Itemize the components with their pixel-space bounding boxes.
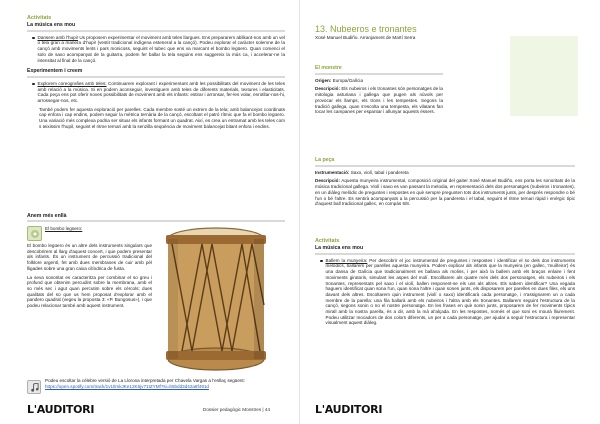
activity-title: Activitats — [27, 15, 52, 21]
bullet-body — [326, 258, 576, 326]
instrumentation-value: Saxo, violí, tabal i pandereta — [349, 169, 409, 175]
listen-text: Podeu escoltar la cèlebre versió de La Llorona interpretada per Chavela Vargas a l'enllaç següent: — [45, 378, 245, 383]
drum-heading: El bombo legüero: — [45, 226, 83, 231]
section-heading-anem: Anem més enllà — [27, 213, 67, 219]
divider — [315, 73, 443, 75]
monster-block — [315, 66, 443, 118]
activity-subheading: La música ens mou — [315, 245, 364, 251]
drum-text-block — [27, 226, 152, 312]
music-note-icon — [27, 380, 41, 394]
activity-icon — [27, 226, 42, 241]
description-label: Descripció: — [315, 86, 341, 92]
monster-description — [315, 86, 443, 115]
drum-paragraph-1: El bombo legüero és un altre dels instruments singulars que descobrirem al llarg d'aquest concert, i que podem presentar als infants. És un instrument de percussió tradicional del folklore argentí, fet amb dues membranes de cuir amb pèl lligades sobre una gran caixa cilíndrica de fusta. — [27, 243, 152, 271]
activity-title: Activitats — [315, 238, 340, 244]
piece-credit: Xosé Manuel Budiño. Arranjament de Martí Serra — [315, 35, 416, 40]
auditori-logo: L'AUDITORI — [27, 403, 95, 416]
piece-desc-text: Aquesta munyeira instrumental, composició original del gaiter Xosé Manuel Budiño, ens porta les sonoritats de la música tradicional gallega. Violí i saxo es van passant la melodia, en representació dels dos personatges (nubeiros i tronantes), en un diàleg melòdic de preguntes i respostes en què sempre pregunten tots dos instruments junts, per després respondre o bé l'un o bé l'altre. Es sentirà acompanyats a la percussió per la pandereta i el tabal, seguint el ritme ternari ràpid i enèrgic típic d'aquest ball tradicional gallec, en compàs 6/8. — [315, 178, 575, 207]
footer — [0, 403, 300, 417]
bullet-dot — [32, 37, 35, 40]
activity-subheading: La música ens mou — [27, 22, 76, 28]
origin-value: Europa/Galícia — [331, 77, 364, 83]
bullet-body — [38, 81, 286, 104]
drum-paragraph-2: La seva sonoritat es caracteritza per combinar el so greu i profund que obtenim percudint sobre la membrana, amb el so més sec i agut quan percutim sobre els cèrcols; dues qualitats del so que us hem proposat d'explorar amb el pandero quadrat (vegeu la proposta 3: «P. Bungosus»), i que podeu relacionar també amb aquest instrument. — [27, 274, 152, 309]
divider — [315, 253, 575, 255]
bullet-text: Per descobrir el joc instrumental de preguntes i respostes i identificar el so dels dos instruments melòdics, ballarem per parelles aquesta munyeira. Podem explicar als infants que la munyeira (en gallec, 'muiñeira') és una dansa de Galícia que tradicionalment es ballava als molins, i per això la ballem amb els braços enlaire i fent moviments giratoris, simulant les aspes del molí. Escolllarem als quatre més dels dos personatges, els nubeiros i els tronantes, representats pel saxo i el violí, ballen responent-se els uns als altres. Els sabem identificar? Una vegada haguem identificat quan sona l'un, quan sona l'altre i quan sonen junts, els disposarem per parelles en dues files, els uns davant dels altres. Escoltarem quin instrument (violí o saxo) identificarà cada personatge, i n'assignarem un a cada membre de la parella: una fila ballarà amb els nubeiros i l'altra amb els tronantes. Ballarem seguint l'estructura de la cançó, segons sonin o no el nostre personatge. En les frases en què sonin junts, proposarem de fer moviments típics mirall amb la nostra parella, és a dir, amb la mà al'alçada. En les respostes, només el que soni es mourà lliurement. Podeu utilitzar mocadors de dos colors diferents, un per a cada personatge, per ajudar a seguir l'estructura i representar visualment aquest diàleg. — [325, 257, 576, 326]
description-text: Els nubeiros i els tronantes són personatges de la mitologia asturiana i gallega que pugen als núvols per provocar els llamps, els trons i les tempestes. Segons la tradició gallega, quan s'escolta una tempesta, els vilatans fan tocar les campanes per espantar i allunyar aquests éssers. — [315, 86, 443, 115]
activities-block — [315, 238, 575, 326]
divider — [27, 220, 285, 222]
divider — [27, 30, 285, 32]
bullet-body — [38, 35, 286, 64]
piece-desc-label: Descripció: — [315, 178, 341, 184]
piece-block — [315, 158, 575, 210]
left-column — [27, 15, 285, 133]
bullet-term: Explorem coreografies amb teles: — [37, 80, 107, 86]
piece-label: La peça — [315, 157, 335, 163]
divider — [315, 165, 575, 167]
bullet-explorem — [32, 81, 285, 104]
instrumentation-row — [315, 170, 575, 176]
bombo-leguero-image — [160, 225, 272, 373]
instrumentation-label: Instrumentació: — [315, 169, 350, 175]
paragraph-parelles: També podem fer aquesta exploració per parelles. Cada membre sosté un extrem de la tela; amb balancejos coordinats cap enfora i cap endins, podem seguir la mètrica ternària de la cançó, escoltant el patró rítmic que fa el bombo legüero. Una variació més complexa podria ser situar els infants formant un quadrat. Així, es crea un entramat amb les teles com s teixissim l'hupil, seguint el ritme ternari amb la senzilla seqüència de moviment balancejat bitant enfora i endins. — [39, 106, 285, 129]
bullet-dot — [320, 260, 323, 263]
right-page — [300, 0, 600, 424]
piece-description — [315, 178, 575, 207]
bullet-term: Dansem amb l'hupi! — [37, 34, 79, 40]
footer — [300, 403, 600, 417]
piece-title: 13. Nubeeros e tronantes — [315, 24, 417, 34]
bullet-term: Ballem la munyeira: — [325, 257, 368, 263]
illustration-placeholder — [510, 36, 578, 116]
listen-text-block — [45, 378, 285, 389]
drum-intro — [45, 226, 82, 241]
bullet-munyeira — [320, 258, 575, 326]
bullet-dansem — [32, 35, 285, 64]
origin-label: Origen: — [315, 77, 332, 83]
bullet-text: Continuarem explorant i experimentant amb les possibilitats del moviment de les teles amb relació a la música. Si en podem aconseguir, investiguem amb teles de diferents materials, textures i elasticitats. Cada peça ens pot oferir noves possibilitats de moviment amb els infants: estirar i arronsar, fer-les volar, enrotllar-nos-hi, arrossegar-nos, etc. — [37, 80, 285, 104]
spotify-link[interactable]: https://open.spotify.com/track/1v1tlmkJKe12K6jv71tZYMf?si=b5bdd3d42a8f491d — [45, 383, 209, 389]
bullet-dot — [32, 83, 35, 86]
monster-label: El monstre — [315, 65, 342, 71]
divider — [27, 76, 285, 78]
section-heading-experimentem: Experimentem i creem — [27, 68, 83, 75]
origin-row — [315, 78, 443, 84]
drum-heading-row — [27, 226, 152, 241]
auditori-logo: L'AUDITORI — [315, 403, 383, 416]
page-number: Dossier pedagògic Monstres | 44 — [202, 407, 270, 412]
bullet-text: Us proposem experimentar el moviment amb teles llargues. Ens prepararem ablikant-nos amb un vel o tela gran a manera d'hupi! (vestit tradicional indígena esteneral a la cançó). Podeu explorar el caràcter solemne de la cançó amb moviments lents i pars monicoss, seguint el tubec que ens va marcant el bombo legüero. Quan comenci el solo de saxo acompanyat de la guitarra, podem fer ballar la tela seguins ens suggereix la mús ca, i accelerar-ne la intensitat al final de la cançó. — [37, 34, 285, 63]
